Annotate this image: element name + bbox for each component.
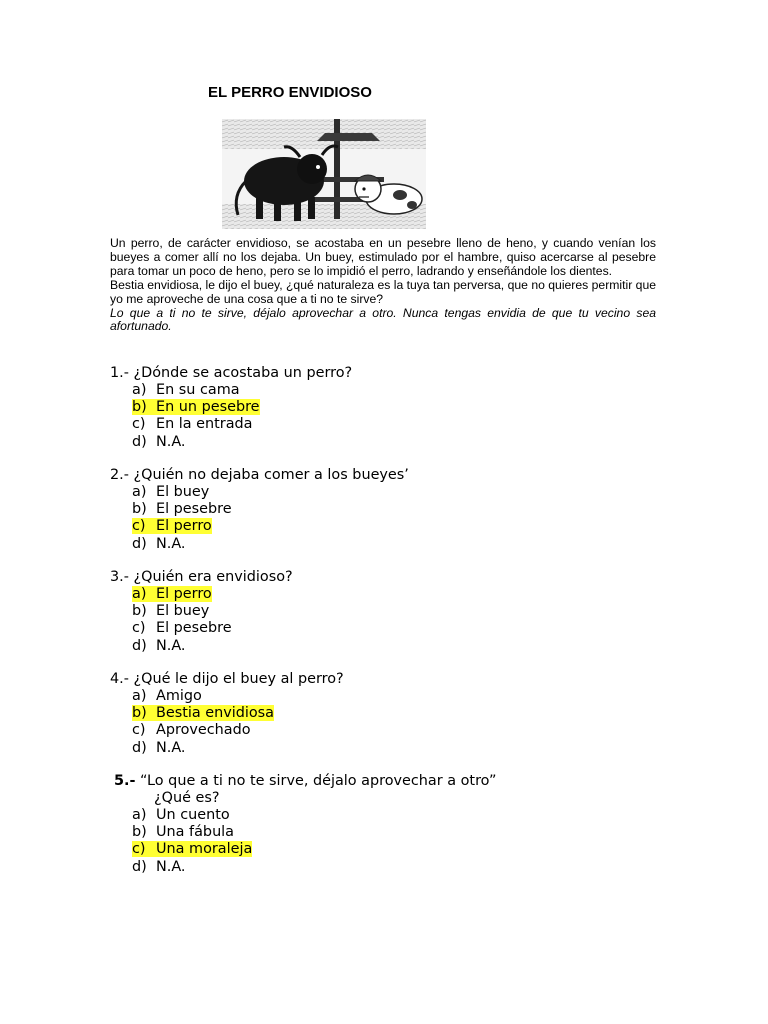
highlighted-answer	[132, 705, 274, 721]
option-text: N.A.	[156, 535, 186, 552]
option-letter: a)	[132, 688, 147, 704]
option-text: El buey	[156, 484, 210, 500]
answer-option	[132, 620, 293, 637]
answer-option	[132, 603, 293, 620]
answer-options	[110, 688, 344, 757]
question-3	[110, 569, 293, 655]
answer-option	[132, 434, 352, 451]
option-text: Bestia envidiosa	[156, 705, 274, 722]
option-text: En la entrada	[156, 416, 253, 433]
question-2	[110, 467, 409, 553]
option-letter: c)	[132, 722, 146, 739]
option-text: El buey	[156, 603, 210, 620]
option-letter: a)	[132, 807, 147, 823]
question-text: 4.- ¿Qué le dijo el buey al perro?	[110, 671, 344, 687]
answer-option	[132, 536, 409, 553]
question-text: 1.- ¿Dónde se acostaba un perro?	[110, 365, 353, 381]
answer-options	[110, 586, 293, 655]
answer-option	[132, 722, 344, 739]
answer-options	[110, 484, 409, 553]
story-text	[110, 237, 656, 334]
highlighted-answer	[132, 841, 252, 857]
option-letter: b)	[132, 603, 147, 620]
question-text: 2.- ¿Quién no dejaba comer a los bueyes’	[110, 467, 409, 483]
highlighted-answer	[132, 399, 260, 415]
option-text: El pesebre	[156, 620, 232, 637]
answer-option	[132, 518, 409, 535]
option-text: En su cama	[156, 382, 240, 398]
answer-option	[132, 807, 496, 824]
option-letter: b)	[132, 501, 147, 518]
question-1	[110, 365, 352, 451]
answer-option	[132, 638, 293, 655]
question-number: 5.-	[114, 773, 136, 789]
question-quote: “Lo que a ti no te sirve, déjalo aprovechar a otro”	[140, 773, 497, 789]
option-letter: c)	[132, 620, 146, 637]
option-letter: b)	[132, 705, 147, 722]
option-text: El perro	[156, 586, 212, 602]
option-letter: a)	[132, 586, 147, 602]
answer-option	[132, 586, 293, 603]
option-letter: a)	[132, 484, 147, 500]
option-letter: c)	[132, 416, 146, 433]
option-text: El perro	[156, 518, 212, 535]
option-letter: c)	[132, 518, 146, 535]
option-letter: c)	[132, 841, 146, 858]
answer-option	[132, 399, 352, 416]
answer-options	[110, 382, 352, 451]
answer-option	[132, 824, 496, 841]
bull-and-dog-illustration	[222, 119, 426, 229]
question-text: 3.- ¿Quién era envidioso?	[110, 569, 293, 585]
option-text: Aprovechado	[156, 722, 251, 739]
answer-option	[132, 740, 344, 757]
answer-option	[132, 416, 352, 433]
story-moral: Lo que a ti no te sirve, déjalo aprovechar a otro. Nunca tengas envidia de que tu vecino sea afortunado.	[110, 305, 656, 334]
option-text: N.A.	[156, 637, 186, 654]
question-subtext: ¿Qué es?	[154, 790, 220, 806]
option-letter: b)	[132, 399, 147, 416]
highlighted-answer	[132, 518, 212, 534]
option-letter: d)	[132, 637, 147, 654]
option-text: El pesebre	[156, 501, 232, 518]
story-paragraph: Un perro, de carácter envidioso, se acostaba en un pesebre lleno de heno, y cuando venían los bueyes a comer allí no los dejaba. Un buey, estimulado por el hambre, quiso acercarse al pesebre para tomar un poco de heno, pero se lo impidió el perro, ladrando y enseñándole los dientes.	[110, 236, 656, 278]
answer-option	[132, 688, 344, 705]
worksheet-title: EL PERRO ENVIDIOSO	[208, 84, 372, 101]
question-text	[114, 773, 496, 790]
option-text: En un pesebre	[156, 399, 260, 416]
answer-option	[132, 705, 344, 722]
answer-option	[132, 841, 496, 858]
option-letter: d)	[132, 433, 147, 450]
highlighted-answer	[132, 586, 212, 602]
option-text: Un cuento	[156, 807, 230, 823]
option-letter: d)	[132, 858, 147, 875]
answer-options	[114, 807, 496, 876]
option-text: N.A.	[156, 739, 186, 756]
option-letter: d)	[132, 535, 147, 552]
option-letter: b)	[132, 824, 147, 841]
option-text: N.A.	[156, 858, 186, 875]
answer-option	[132, 484, 409, 501]
option-text: Una fábula	[156, 824, 235, 841]
option-text: Amigo	[156, 688, 202, 704]
option-text: Una moraleja	[156, 841, 253, 858]
story-paragraph: Bestia envidiosa, le dijo el buey, ¿qué naturaleza es la tuya tan perversa, que no quieres permitir que yo me aproveche de una cosa que a ti no te sirve?	[110, 277, 656, 306]
answer-option	[132, 859, 496, 876]
question-4	[110, 671, 344, 757]
option-letter: d)	[132, 739, 147, 756]
question-5	[114, 773, 496, 876]
option-letter: a)	[132, 382, 147, 398]
answer-option	[132, 382, 352, 399]
answer-option	[132, 501, 409, 518]
option-text: N.A.	[156, 433, 186, 450]
